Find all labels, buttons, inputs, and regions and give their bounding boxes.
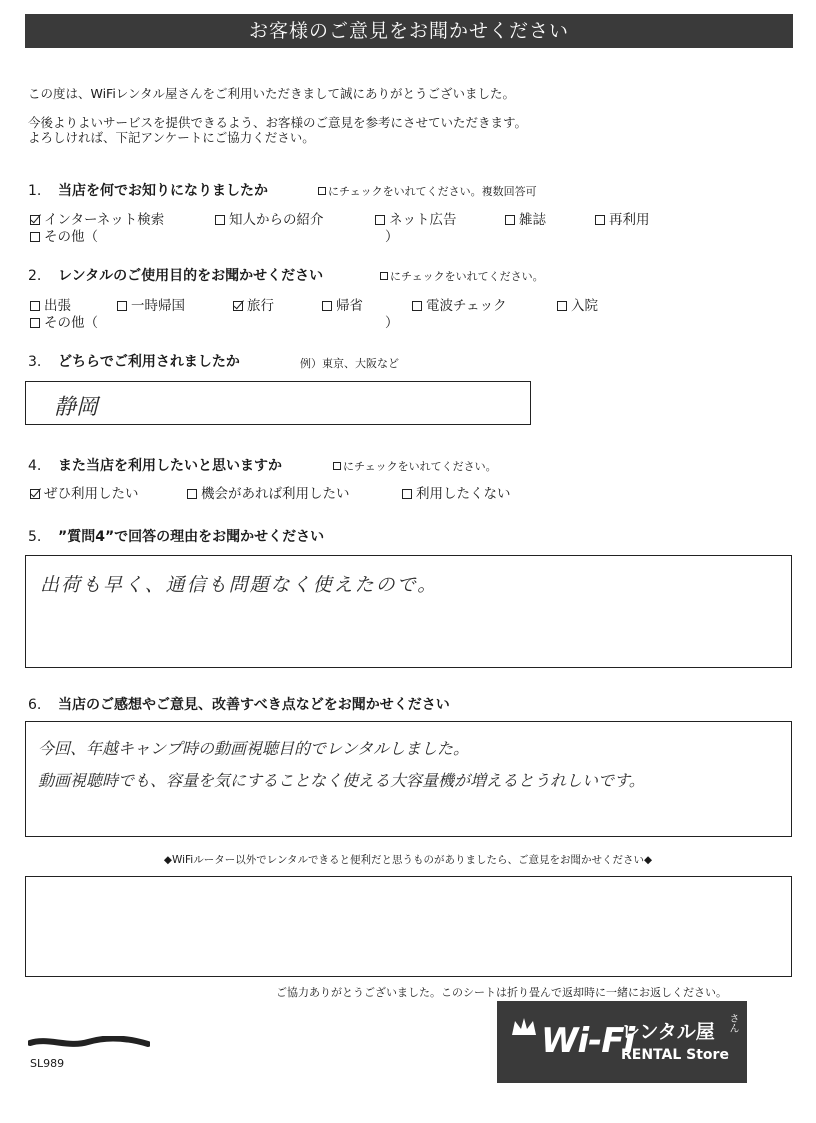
q2-option[interactable]: 旅行 [233,294,274,314]
q1-option[interactable]: ネット広告 [375,208,457,228]
q6-answer-line-1: 今回、年越キャンプ時の動画視聴目的でレンタルしました。 [38,739,469,758]
q4-option[interactable]: 利用したくない [402,482,511,502]
q5-answer-text: 出荷も早く、通信も問題なく使えたので。 [40,574,439,596]
checkbox-icon[interactable] [187,489,197,499]
checkbox-icon[interactable] [117,301,127,311]
q2-title: 2. レンタルのご使用目的をお聞かせください [28,268,324,284]
logo-san: さん [727,1013,738,1033]
q3-answer-box[interactable] [25,381,531,425]
logo-english: RENTAL Store [621,1047,729,1063]
q6-title: 6. 当店のご感想やご意見、改善すべき点などをお聞かせください [28,697,450,713]
checkbox-icon[interactable] [215,215,225,225]
q1-option[interactable]: 再利用 [595,208,650,228]
q2-option[interactable]: 入院 [557,294,598,314]
checkbox-sample-icon [380,272,388,280]
q1-option-other[interactable]: その他（ [30,225,98,245]
q1-text: 当店を何でお知りになりましたか [58,183,268,199]
checkbox-sample-icon [318,187,326,195]
q3-example-note: 例）東京、大阪など [300,357,399,370]
intro-line-2: 今後よりよいサービスを提供できるよう、お客様のご意見を参考にさせていただきます。 [28,115,528,130]
checkbox-icon[interactable] [30,232,40,242]
extra-prompt: ◆WiFiルーター以外でレンタルできると便利だと思うものがありましたら、ご意見をお聞かせください◆ [163,854,653,866]
checkbox-icon[interactable] [402,489,412,499]
q2-option-other[interactable]: その他（ [30,311,98,331]
q4-title: 4. また当店を利用したいと思いますか [28,458,282,474]
checkbox-icon[interactable] [557,301,567,311]
intro-line-3: よろしければ、下記アンケートにご協力ください。 [28,130,315,145]
q1-note: にチェックをいれてください。複数回答可 [318,183,537,199]
intro-line-1: この度は、WiFiレンタル屋さんをご利用いただきまして誠にありがとうございました。 [28,86,516,101]
brand-logo [497,1001,747,1083]
extra-answer-box[interactable] [25,876,792,977]
q1-option[interactable]: 知人からの紹介 [215,208,324,228]
checkbox-icon[interactable] [505,215,515,225]
checkbox-sample-icon [333,462,341,470]
q3-answer-text: 静岡 [54,395,99,420]
q1-option[interactable]: 雑誌 [505,208,546,228]
checkbox-icon[interactable] [375,215,385,225]
q2-option[interactable]: 一時帰国 [117,294,185,314]
q2-option[interactable]: 出張 [30,294,71,314]
q2-other-close: ） [385,315,399,331]
q6-answer-line-2: 動画視聴時でも、容量を気にすることなく使える大容量機が増えるとうれしいです。 [38,771,645,790]
checkbox-icon[interactable] [322,301,332,311]
q6-answer-box[interactable] [25,721,792,837]
logo-wifi: Wi-Fi [541,1021,635,1061]
q1-number: 1. [28,183,42,199]
q5-title: 5. ”質問4”で回答の理由をお聞かせください [28,529,325,545]
q2-note: にチェックをいれてください。 [380,268,544,284]
form-title: お客様のご意見をお聞かせください [25,14,793,48]
q4-option[interactable]: 機会があれば利用したい [187,482,350,502]
redacted-mark [28,1036,150,1050]
checkbox-icon[interactable] [30,318,40,328]
q1-title [28,180,268,200]
q4-note: にチェックをいれてください。 [333,458,497,474]
checkbox-icon[interactable] [412,301,422,311]
q2-option[interactable]: 電波チェック [412,294,507,314]
checkbox-checked-icon[interactable] [233,301,243,311]
logo-japanese: レンタル屋 [621,1021,715,1043]
q2-option[interactable]: 帰省 [322,294,363,314]
checkbox-icon[interactable] [30,301,40,311]
q4-option[interactable]: ぜひ利用したい [30,482,139,502]
q1-option[interactable]: インターネット検索 [30,208,164,228]
q3-title: 3. どちらでご利用されましたか [28,354,240,370]
footer-thanks: ご協力ありがとうございました。このシートは折り畳んで返却時に一緒にお返しください。 [276,986,727,999]
q5-answer-box[interactable] [25,555,792,668]
q1-other-close: ） [385,229,399,245]
crown-icon [509,1015,539,1041]
form-code: SL989 [30,1057,65,1070]
checkbox-checked-icon[interactable] [30,489,40,499]
checkbox-icon[interactable] [595,215,605,225]
checkbox-checked-icon[interactable] [30,215,40,225]
